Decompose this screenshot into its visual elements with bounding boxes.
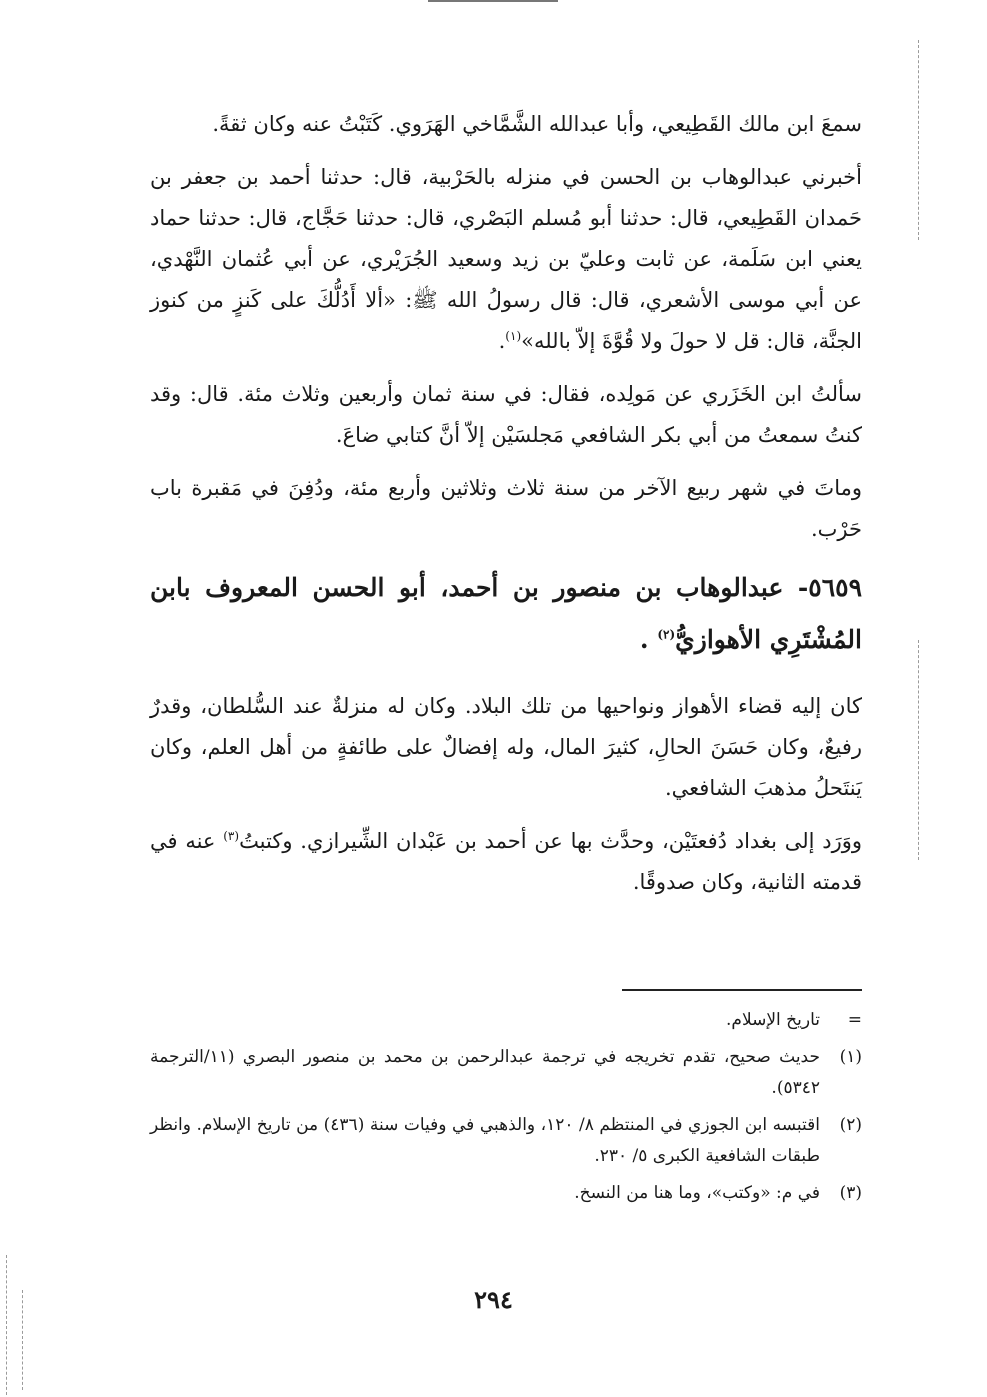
footnote-number: (١) [839, 1047, 862, 1067]
footnote-number: = [847, 1010, 862, 1030]
paragraph-text: أخبرني عبدالوهاب بن الحسن في منزله بالحَرْبية، قال: حدثنا أحمد بن جعفر بن حَمدان القَطِيعي، قال: حدثنا أبو مُسلم البَصْري، قال: حدثنا حَجَّاج، قال: حدثنا حماد يعني ابن سَلَمة، عن ثابت وعليّ بن زيد وسعيد الجُرَيْري، عن أبي عُثمان النَّهْدي، عن أبي موسى الأشعري، قال: قال رسولُ الله ﷺ: «ألا أَدُلُّكَ على كَنزٍ من كنوز الجنَّة، قال: قل لا حولَ ولا قُوَّةَ إلاّ بالله» [150, 165, 862, 353]
paragraph-text: ووَرَد إلى بغداد دُفعتَيْن، وحدَّث بها عن أحمد بن عَبْدان الشِّيرازي. وكتبتُ [239, 829, 862, 853]
footnote [150, 1042, 862, 1104]
paragraph: سألتُ ابن الخَزَري عن مَولِده، فقال: في سنة ثمان وأربعين وثلاث مئة. قال: وقد كنتُ سمعتُ من أبي بكر الشافعي مَجلسَيْن إلاّ أنَّ كتابي ضاعَ. [150, 382, 862, 447]
footnote [150, 1005, 862, 1036]
top-edge-rule [428, 0, 558, 5]
footnote-ref: (٢) [657, 627, 676, 642]
heading-end: . [639, 625, 649, 654]
main-text [150, 104, 862, 903]
footnote-number: (٢) [839, 1115, 862, 1135]
scan-edge-mark [918, 40, 919, 240]
footnote [150, 1178, 862, 1209]
footnote [150, 1110, 862, 1172]
entry-heading [150, 562, 862, 666]
footnote-number: (٣) [839, 1183, 862, 1203]
entry-heading-text: ٥٦٥٩- عبدالوهاب بن منصور بن أحمد، أبو الحسن المعروف بابن المُشْتَرِي الأهوازيُّ [150, 573, 862, 654]
footnote-ref: (٣) [223, 829, 240, 843]
paragraph: سمعَ ابن مالك القَطِيعي، وأبا عبدالله الشَّمَّاخي الهَرَوي. كَتَبْتُ عنه وكان ثقةً. [212, 112, 862, 136]
footnote-ref: (١) [505, 329, 522, 343]
paragraph-text: عنه في قدمته الثانية، وكان صدوقًا. [150, 829, 862, 894]
footnote-text: في م: «وكتب»، وما هنا من النسخ. [574, 1183, 820, 1203]
footnote-text: حديث صحيح، تقدم تخريجه في ترجمة عبدالرحمن بن محمد بن منصور البصري (١١/الترجمة ٥٣٤٢). [150, 1047, 820, 1098]
footnotes [150, 1005, 862, 1215]
footnote-text: تاريخ الإسلام. [726, 1010, 820, 1030]
scan-edge-mark [6, 1255, 7, 1395]
paragraph: وماتَ في شهر ربيع الآخر من سنة ثلاث وثلاثين وأربع مئة، ودُفِنَ في مَقبرة باب حَرْب. [150, 476, 862, 541]
paragraph [150, 821, 862, 903]
scan-edge-mark [918, 640, 919, 860]
page-number: ٢٩٤ [474, 1285, 513, 1314]
footnote-separator [622, 989, 862, 991]
footnote-text: اقتبسه ابن الجوزي في المنتظم ٨/ ١٢٠، والذهبي في وفيات سنة (٤٣٦) من تاريخ الإسلام. وانظر طبقات الشافعية الكبرى ٥/ ٢٣٠. [150, 1115, 820, 1166]
paragraph: كان إليه قضاء الأهواز ونواحيها من تلك البلاد. وكان له منزلةٌ عند السُّلطان، وقدرٌ رفيعٌ، وكان حَسَنَ الحالِ، كثيرَ المال، وله إفضالٌ على طائفةٍ من أهل العلم، وكان يَنتَحلُ مذهبَ الشافعي. [150, 694, 862, 800]
hadith-paragraph: أخبرني عبدالوهاب بن الحسن في منزله بالحَرْبية، قال: حدثنا أحمد بن جعفر بن حَمدان القَطِيعي، قال: حدثنا أبو مُسلم البَصْري، قال: حدثنا حَجَّاج، قال: حدثنا حماد يعني ابن سَلَمة، عن ثابت وعليّ بن زيد وسعيد الجُرَيْري، عن أبي عُثمان النَّهْدي، عن أبي موسى الأشعري، قال: قال رسولُ الله ﷺ: «ألا أَدُلُّكَ على كَنزٍ من كنوز الجنَّة، قال: قل لا حولَ ولا قُوَّةَ إلاّ بالله»$^{(١)}$. [150, 165, 862, 353]
